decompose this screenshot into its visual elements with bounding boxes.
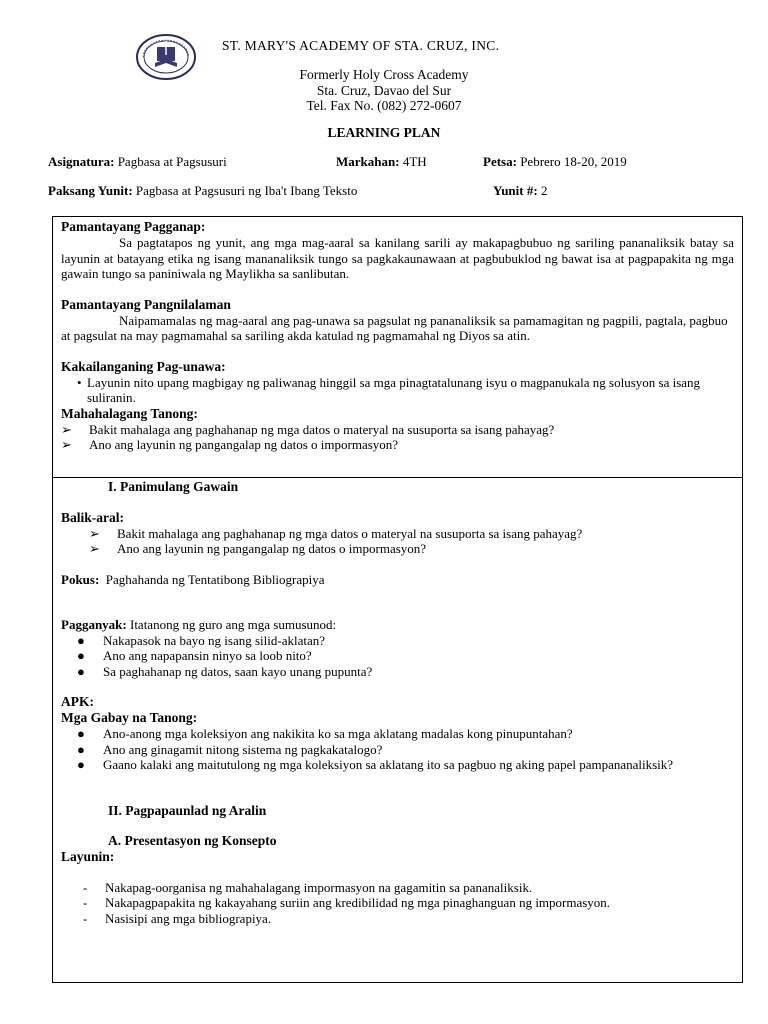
bullet-icon: • xyxy=(77,374,82,390)
pagganyak-line xyxy=(61,617,734,633)
petsa-value: Pebrero 18-20, 2019 xyxy=(520,154,627,169)
section-pagpapaunlad: II. Pagpapaunlad ng Aralin xyxy=(108,802,267,818)
section-panimulang-gawain: I. Panimulang Gawain xyxy=(108,479,239,494)
pagganap-text: Sa pagtatapos ng yunit, ang mga mag-aaral sa kanilang sarili ay makapagbubuo ng sariling pananaliksik batay sa layunin at batayang etika ng isang mananaliksik tungo sa pagkakaunawaan at pagbubuklod ng bawat isa at pagpapakita ng mga gawain tungo sa paniniwala ng Maylikha sa sanlibutan. xyxy=(61,235,734,281)
pagganyak-item-text: Ano ang napapansin ninyo sa loob nito? xyxy=(103,648,312,663)
layunin-item-text: Nakapag-oorganisa ng mahahalagang impormasyon na gagamitin sa pananaliksik. xyxy=(105,879,533,895)
paksang-yunit-field xyxy=(48,183,357,199)
pagganyak-item-text: Nakapasok na bayo ng isang silid-aklatan? xyxy=(103,632,326,648)
pagganyak-item-text: Sa paghahanap ng datos, saan kayo unang pupunta? xyxy=(103,663,373,679)
arrow-bullet-icon: ➢ xyxy=(89,541,100,556)
pag-unawa-item xyxy=(61,375,734,406)
pag-unawa-heading: Kakailanganing Pag-unawa: xyxy=(61,358,226,374)
address-line: Sta. Cruz, Davao del Sur xyxy=(316,83,452,98)
pag-unawa-text: Layunin nito upang magbigay ng paliwanag hinggil sa mga pinagtatalunang isyu o magpanukala ng solusyon sa isang suliranin. xyxy=(87,374,701,405)
pokus-value: Paghahanda ng Tentatibong Bibliograpiya xyxy=(105,571,325,587)
paksang-yunit-label: Paksang Yunit: xyxy=(48,183,133,198)
pangnilalaman-text: Naipamamalas ng mag-aaral ang pag-unawa sa pagsulat ng pananaliksik sa pamamagitan ng pagpili, pagtala, pagbuo at pagsulat na may pagmamahal sa sariling akda katulad ng pagmamahal ng Diyos sa atin. xyxy=(61,312,728,343)
arrow-bullet-icon: ➢ xyxy=(61,437,72,452)
layunin-heading: Layunin: xyxy=(61,848,115,864)
list-item xyxy=(61,437,734,453)
pagganyak-label: Pagganyak: xyxy=(61,617,127,632)
gabay-heading: Mga Gabay na Tanong: xyxy=(61,710,198,725)
arrow-bullet-icon: ➢ xyxy=(89,525,100,541)
layunin-item-text: Nakapagpapakita ng kakayahang suriin ang kredibilidad ng mga pinaghanguan ng impormasyon. xyxy=(105,895,611,910)
formerly-line: Formerly Holy Cross Academy xyxy=(299,67,469,82)
mahahalagang-tanong-heading: Mahahalagang Tanong: xyxy=(61,405,198,421)
asignatura-label: Asignatura: xyxy=(48,154,115,169)
balik-aral-heading: Balik-aral: xyxy=(61,509,124,525)
subsection-presentasyon: A. Presentasyon ng Konsepto xyxy=(108,833,277,848)
pangnilalaman-heading: Pamantayang Pangnilalaman xyxy=(61,296,231,312)
petsa-label: Petsa: xyxy=(483,154,517,169)
dash-bullet-icon: - xyxy=(83,895,88,910)
pagganap-heading: Pamantayang Pagganap: xyxy=(61,219,206,234)
bullet-icon: ● xyxy=(77,757,85,772)
asignatura-field xyxy=(48,154,227,170)
arrow-bullet-icon: ➢ xyxy=(61,421,72,437)
list-item xyxy=(61,633,734,649)
bullet-icon: ● xyxy=(77,663,85,679)
gabay-item-text: Ano ang ginagamit nitong sistema ng pagkakatalogo? xyxy=(103,741,383,757)
bullet-icon: ● xyxy=(77,648,85,663)
list-item xyxy=(61,664,734,680)
procedure-box xyxy=(52,477,743,983)
bullet-icon: ● xyxy=(77,632,85,648)
telfax-line: Tel. Fax No. (082) 272-0607 xyxy=(306,98,462,113)
markahan-value: 4TH xyxy=(402,154,427,169)
list-item xyxy=(61,526,734,542)
petsa-field xyxy=(483,154,627,170)
bullet-icon: ● xyxy=(77,726,85,741)
balik-aral-text: Ano ang layunin ng pangangalap ng datos o impormasyon? xyxy=(117,541,427,556)
markahan-field xyxy=(336,154,427,170)
apk-heading: APK: xyxy=(61,694,94,709)
yunit-number-value: 2 xyxy=(540,183,548,198)
list-item xyxy=(61,541,734,557)
bullet-icon: ● xyxy=(77,741,85,757)
balik-aral-text: Bakit mahalaga ang paghahanap ng mga datos o materyal na susuporta sa isang pahayag? xyxy=(117,525,583,541)
plan-title: LEARNING PLAN xyxy=(327,125,441,140)
markahan-label: Markahan: xyxy=(336,154,400,169)
pokus-label: Pokus: xyxy=(61,571,100,587)
tanong-text: Bakit mahalaga ang paghahanap ng mga datos o materyal na susuporta sa isang pahayag? xyxy=(89,421,555,437)
tanong-text: Ano ang layunin ng pangangalap ng datos o impormasyon? xyxy=(89,437,399,452)
list-item xyxy=(61,742,734,758)
layunin-item-text: Nasisipi ang mga bibliograpiya. xyxy=(105,910,272,926)
standards-box xyxy=(52,216,743,478)
list-item xyxy=(61,911,734,927)
gabay-item-text: Ano-anong mga koleksiyon ang nakikita ko sa mga aklatang madalas kong pinupuntahan? xyxy=(103,726,573,741)
dash-bullet-icon: - xyxy=(83,910,88,926)
list-item xyxy=(61,422,734,438)
yunit-number-label: Yunit #: xyxy=(493,183,538,198)
school-name: ST. MARY'S ACADEMY OF STA. CRUZ, INC. xyxy=(222,38,500,53)
pagganyak-value: Itatanong ng guro ang mga sumusunod: xyxy=(129,617,337,632)
list-item xyxy=(61,880,734,896)
gabay-item-text: Gaano kalaki ang maitutulong ng mga koleksiyon sa aklatang ito sa pagbuo ng aking papel pampananaliksik? xyxy=(103,757,674,772)
asignatura-value: Pagbasa at Pagsusuri xyxy=(117,154,227,169)
dash-bullet-icon: - xyxy=(83,879,88,895)
list-item xyxy=(61,648,734,664)
list-item xyxy=(61,757,734,773)
list-item xyxy=(61,726,734,742)
pokus-line xyxy=(61,572,734,588)
paksang-yunit-value: Pagbasa at Pagsusuri ng Iba't Ibang Teksto xyxy=(135,183,358,198)
yunit-number-field xyxy=(493,183,547,199)
list-item xyxy=(61,895,734,911)
